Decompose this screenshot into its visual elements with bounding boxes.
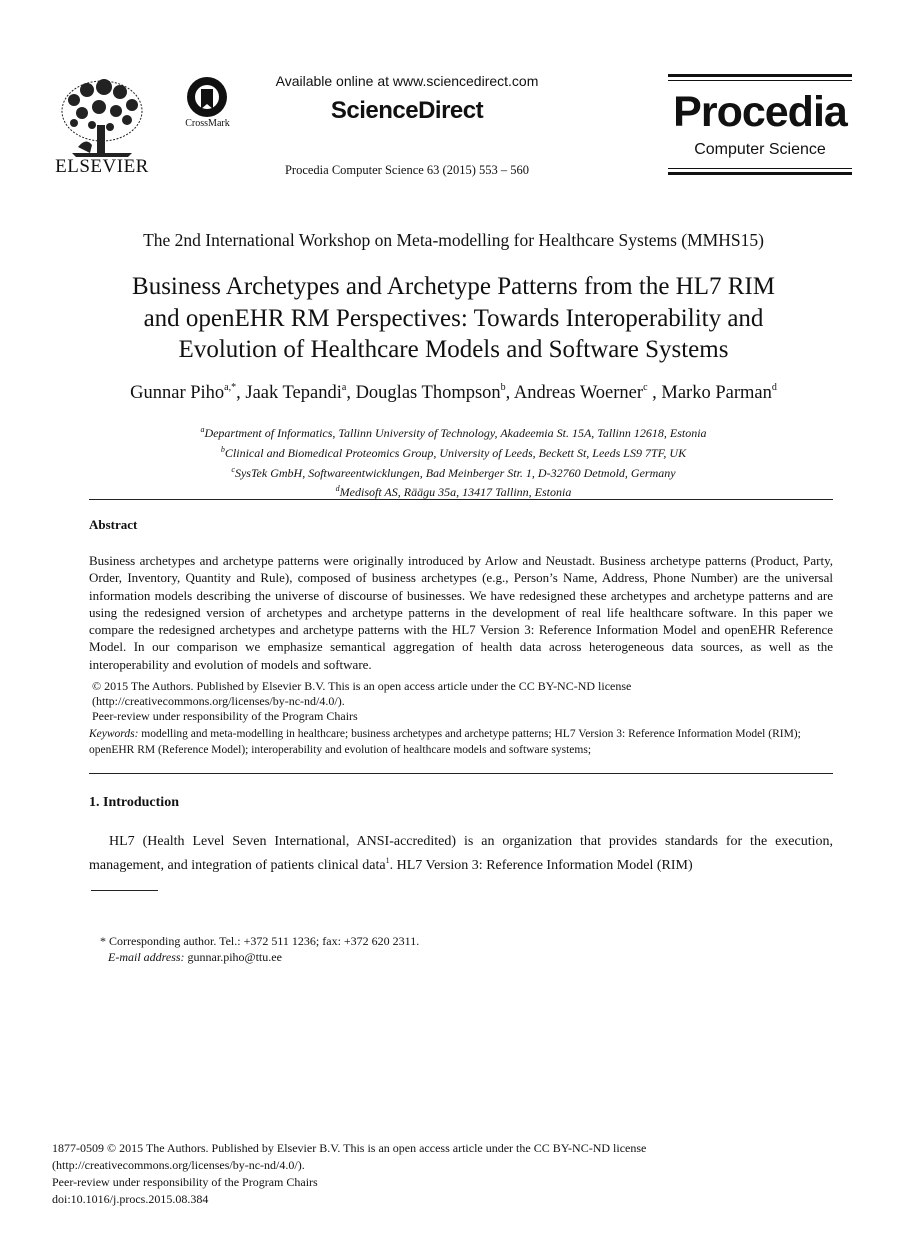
license-link[interactable]: (http://creativecommons.org/licenses/by-nc-nd/4.0/). (92, 694, 345, 708)
author-name: Gunnar Piho (130, 383, 225, 403)
email-address[interactable]: gunnar.piho@ttu.ee (184, 950, 282, 964)
divider-bottom (89, 773, 833, 774)
logo-rule-top-thin (668, 80, 852, 81)
procedia-subtitle: Computer Science (694, 141, 826, 158)
intro-text-part: HL7 (Health Level Seven International, ANSI-accredited) is an organization that provides standards for the execution, management, and integration of patients clinical data (89, 834, 833, 873)
footnote-ref[interactable]: 1 (385, 856, 390, 865)
peer-review-line: Peer-review under responsibility of the Program Chairs (92, 709, 358, 723)
procedia-wordmark: Procedia (673, 88, 847, 136)
logo-rule-bottom-thin (668, 168, 852, 169)
author-affil: a, (224, 382, 232, 393)
available-online-link[interactable]: Available online at www.sciencedirect.com (275, 73, 539, 89)
section-heading-introduction: 1. Introduction (89, 795, 179, 810)
affil-mark: d (335, 484, 340, 494)
intro-text-part: . HL7 Version 3: Reference Information Model (RIM) (389, 858, 693, 873)
introduction-text (89, 832, 833, 875)
license-line: © 2015 The Authors. Published by Elsevier B.V. This is an open access article under the CC BY-NC-ND license (92, 679, 632, 693)
title-line: and openEHR RM Perspectives: Towards Interoperability and (143, 304, 764, 332)
keywords-text: modelling and meta-modelling in healthcare; business archetypes and archetype patterns; HL7 Version 3: Reference Information Model (RIM); openEHR RM (Reference Model); interoperability and evolution of healthcare models and software systems; (89, 728, 801, 756)
affil-mark: a (200, 425, 205, 434)
email-label: E-mail address: (108, 950, 185, 964)
author-name: Jaak Tepandi (245, 383, 342, 403)
affil-mark: c (231, 464, 235, 474)
affiliation (40, 442, 867, 462)
procedia-logo (668, 74, 852, 176)
author-list (40, 382, 867, 404)
affil-text: Medisoft AS, Räägu 35a, 13417 Tallinn, Estonia (339, 485, 572, 500)
corresponding-line: * Corresponding author. Tel.: +372 511 1236; fax: +372 620 2311. (100, 934, 420, 948)
affiliation (40, 462, 867, 482)
keywords-label: Keywords: (89, 728, 139, 740)
footer-doi[interactable]: doi:10.1016/j.procs.2015.08.384 (52, 1192, 209, 1206)
title-line: Evolution of Healthcare Models and Software Systems (178, 336, 729, 363)
workshop-name: The 2nd International Workshop on Meta-modelling for Healthcare Systems (MMHS15) (143, 230, 764, 250)
affil-mark: b (220, 444, 225, 454)
license-block (92, 679, 832, 724)
abstract-heading: Abstract (89, 517, 138, 532)
footer-license-link[interactable]: (http://creativecommons.org/licenses/by-nc-nd/4.0/). (52, 1158, 305, 1172)
affiliation-list (40, 422, 867, 501)
affiliation (40, 422, 867, 442)
footer-peer-review: Peer-review under responsibility of the Program Chairs (52, 1175, 318, 1189)
footnote-rule (91, 890, 158, 891)
logo-rule-top (668, 74, 852, 77)
email-line (100, 949, 800, 965)
abstract-text: Business archetypes and archetype patterns were originally introduced by Arlow and Neustadt. Business archetype patterns (Product, Party, Order, Inventory, Quantity and Rule), composed of business archetypes (e.g., Person’s Name, Address, Phone Number) are the universal information models describing the universe of discourse of businesses. We have redesigned these archetypes and archetype patterns and are using the redesigned version of archetypes and archetype patterns in the development of real life healthcare software. In this paper we compare the redesigned archetypes and archetype patterns with the HL7 Version 3: Reference Information Model and openEHR Reference Model. In our comparison we emphasize semantical aggregation of health data across heterogeneous data sources, as well as the interoperability and evolution of models and software. (89, 553, 833, 672)
paper-title (60, 271, 847, 366)
author-sep: , (346, 383, 356, 403)
title-line: Business Archetypes and Archetype Patterns from the HL7 RIM (132, 273, 775, 300)
author-affil: c (643, 382, 648, 393)
journal-reference: Procedia Computer Science 63 (2015) 553 – 560 (284, 163, 530, 177)
author-affil: d (771, 382, 777, 393)
author-sep: , (647, 383, 662, 403)
affil-text: Clinical and Biomedical Proteomics Group, University of Leeds, Beckett St, Leeds LS9 7TF, UK (224, 445, 687, 460)
author-sep: , (505, 383, 514, 403)
corresponding-mark: * (231, 382, 237, 393)
page-footer (52, 1140, 852, 1208)
author-name: Marko Parman (661, 383, 772, 403)
keywords (89, 727, 833, 758)
author-name: Douglas Thompson (355, 383, 501, 403)
logo-rule-bottom (668, 172, 852, 175)
author-affil: a (341, 382, 347, 393)
publisher-name: ELSEVIER (55, 156, 149, 177)
author-name: Andreas Woerner (513, 383, 644, 403)
footer-license: 1877-0509 © 2015 The Authors. Published by Elsevier B.V. This is an open access article under the CC BY-NC-ND license (52, 1141, 647, 1155)
affil-text: Department of Informatics, Tallinn University of Technology, Akadeemia St. 15A, Tallinn 12618, Estonia (204, 426, 707, 440)
sciencedirect-title: ScienceDirect (330, 97, 484, 124)
crossmark-label: CrossMark (185, 118, 230, 129)
affil-text: SysTek GmbH, Softwareentwicklungen, Bad Meinberger Str. 1, D-32760 Detmold, Germany (234, 465, 676, 480)
corresponding-author-footnote (100, 933, 800, 965)
author-affil: b (500, 382, 506, 393)
divider-top (89, 499, 833, 500)
author-sep: , (236, 383, 246, 403)
